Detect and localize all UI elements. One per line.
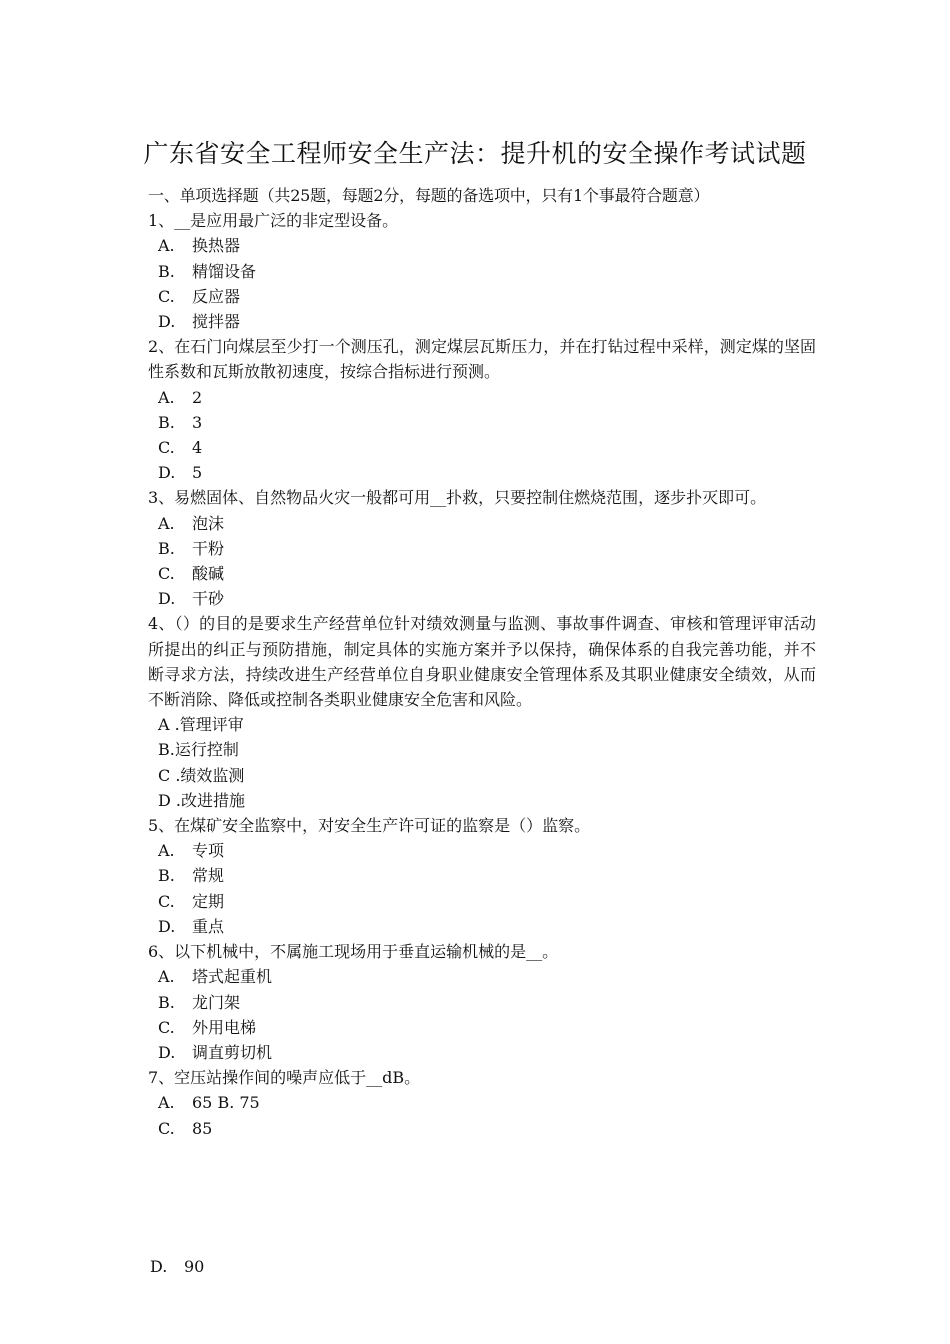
question-2: 2、在石门向煤层至少打一个测压孔，测定煤层瓦斯压力，并在打钻过程中采样，测定煤的坚固性系数和瓦斯放散初速度，按综合指标进行预测。 [148, 337, 816, 382]
option-letter: D. [158, 589, 176, 609]
question-3-option [148, 511, 816, 536]
option-text: 2 [192, 387, 203, 407]
option-letter: C. [158, 891, 175, 911]
question-1-option [148, 284, 816, 309]
option-text: 塔式起重机 [192, 967, 273, 987]
option-text: 运行控制 [174, 740, 239, 760]
option-letter: C. [158, 286, 175, 306]
question-5: 5、在煤矿安全监察中，对安全生产许可证的监察是（）监察。 [148, 816, 591, 836]
option-text: 改进措施 [181, 790, 246, 810]
option-text: 绩效监测 [180, 765, 245, 785]
document-body [148, 183, 816, 1141]
option-text: 3 [192, 412, 203, 432]
option-text: 常规 [192, 866, 225, 886]
question-7-option [148, 1090, 816, 1115]
option-letter: B. [158, 538, 175, 558]
option-letter: C. [158, 564, 175, 584]
document-title: 广东省安全工程师安全生产法：提升机的安全操作考试试题 [143, 139, 807, 168]
question-1-option [148, 259, 816, 284]
option-letter: B. [158, 866, 175, 886]
option-text: 调直剪切机 [192, 1042, 273, 1062]
question-7-option [148, 1116, 816, 1141]
question-1-option [148, 309, 816, 334]
option-text: 65 B. 75 [192, 1093, 260, 1113]
question-4-option [148, 788, 816, 813]
option-letter: C. [158, 1017, 175, 1037]
option-letter: A . [158, 715, 180, 735]
option-text: 酸碱 [192, 564, 225, 584]
question-1: 1、__是应用最广泛的非定型设备。 [148, 211, 399, 231]
question-6-option [148, 990, 816, 1015]
option-letter: B. [158, 261, 175, 281]
question-2-option [148, 435, 816, 460]
option-letter: D. [150, 1257, 168, 1276]
option-text: 干粉 [192, 538, 225, 558]
option-letter: B. [158, 992, 175, 1012]
question-4-option [148, 737, 816, 762]
option-text: 泡沫 [192, 513, 225, 533]
option-text: 定期 [192, 891, 225, 911]
section-heading: 一、单项选择题（共25题，每题2分，每题的备选项中，只有1个事最符合题意） [148, 186, 710, 205]
question-4-option [148, 712, 816, 737]
option-text: 90 [184, 1257, 205, 1276]
option-letter: A. [158, 1093, 175, 1113]
option-text: 龙门架 [192, 992, 241, 1012]
option-letter: D. [158, 916, 176, 936]
question-6: 6、以下机械中，不属施工现场用于垂直运输机械的是__。 [148, 942, 559, 962]
option-letter: B. [158, 412, 175, 432]
option-text: 换热器 [192, 236, 241, 256]
option-letter: A. [158, 236, 175, 256]
option-letter: D. [158, 1042, 176, 1062]
question-5-option [148, 889, 816, 914]
question-4-option [148, 763, 816, 788]
option-text: 反应器 [192, 286, 241, 306]
option-letter: C. [158, 438, 175, 458]
question-3: 3、易燃固体、自然物品火灾一般都可用__扑救，只要控制住燃烧范围，逐步扑灭即可。 [148, 488, 767, 508]
question-2-option [148, 385, 816, 410]
option-text: 干砂 [192, 589, 225, 609]
question-7-option-d [150, 1254, 204, 1279]
question-2-option [148, 410, 816, 435]
option-text: 专项 [192, 841, 225, 861]
question-7: 7、空压站操作间的噪声应低于__dB。 [148, 1068, 421, 1088]
option-text: 管理评审 [179, 715, 244, 735]
question-3-option [148, 536, 816, 561]
question-5-option [148, 863, 816, 888]
option-letter: A. [158, 513, 175, 533]
option-letter: A. [158, 841, 175, 861]
option-letter: C. [158, 1118, 175, 1138]
question-5-option [148, 838, 816, 863]
option-text: 精馏设备 [192, 261, 257, 281]
option-letter: D. [158, 463, 176, 483]
option-letter: D. [158, 312, 176, 332]
question-5-option [148, 914, 816, 939]
option-letter: B. [158, 740, 175, 760]
option-text: 85 [192, 1118, 213, 1138]
question-6-option [148, 964, 816, 989]
option-text: 重点 [192, 916, 225, 936]
question-4: 4、（）的目的是要求生产经营单位针对绩效测量与监测、事故事件调查、审核和管理评审活动所提出的纠正与预防措施，制定具体的实施方案并予以保持，确保体系的自我完善功能，并不断寻求方法，持续改进生产经营单位自身职业健康安全管理体系及其职业健康安全绩效，从而不断消除、降低或控制各类职业健康安全危害和风险。 [148, 614, 816, 710]
question-6-option [148, 1040, 816, 1065]
question-6-option [148, 1015, 816, 1040]
question-2-option [148, 460, 816, 485]
option-letter: A. [158, 967, 175, 987]
question-1-option [148, 233, 816, 258]
option-letter: D . [158, 790, 181, 810]
question-3-option [148, 561, 816, 586]
option-text: 外用电梯 [192, 1017, 257, 1037]
question-3-option [148, 586, 816, 611]
option-text: 5 [192, 463, 203, 483]
option-letter: A. [158, 387, 175, 407]
option-text: 4 [192, 438, 203, 458]
option-letter: C . [158, 765, 181, 785]
option-text: 搅拌器 [192, 312, 241, 332]
